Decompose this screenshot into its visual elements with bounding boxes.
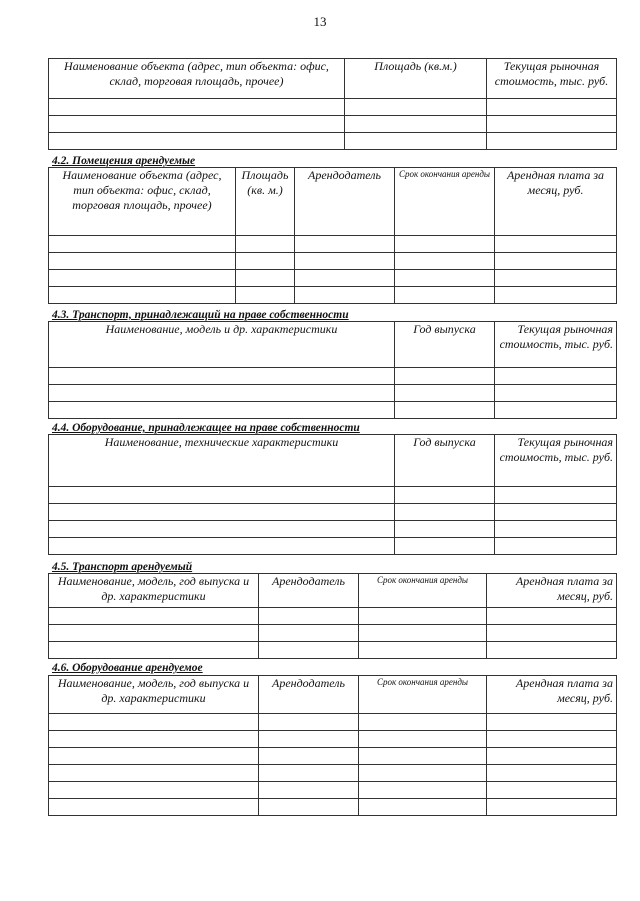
header-market-value: Текущая рыночная стоимость, тыс. руб. (487, 59, 617, 99)
header-lease-end: Срок окончания аренды (359, 574, 487, 608)
header-rent: Арендная плата за месяц, руб. (487, 574, 617, 608)
header-lease-end: Срок окончания аренды (395, 168, 495, 236)
table-header-row (49, 676, 617, 714)
header-year: Год выпуска (395, 322, 495, 368)
header-name-specs: Наименование, технические характеристики (49, 435, 395, 487)
table-row (49, 748, 617, 765)
table-row (49, 521, 617, 538)
table-row (49, 368, 617, 385)
header-name-model: Наименование, модель, год выпуска и др. характеристики (49, 676, 259, 714)
table-header-row (49, 574, 617, 608)
header-lessor: Арендодатель (295, 168, 395, 236)
owned-equipment-table (48, 434, 617, 555)
header-rent: Арендная плата за месяц, руб. (495, 168, 617, 236)
top-property-table (48, 58, 617, 150)
header-object-name: Наименование объекта (адрес, тип объекта: офис, склад, торговая площадь, прочее) (49, 168, 236, 236)
table-header-row (49, 435, 617, 487)
header-lessor: Арендодатель (259, 574, 359, 608)
section-title-4-5: 4.5. Транспорт арендуемый (52, 561, 193, 573)
table-row (49, 504, 617, 521)
table-row (49, 402, 617, 419)
header-name-model: Наименование, модель, год выпуска и др. характеристики (49, 574, 259, 608)
header-name-model: Наименование, модель и др. характеристики (49, 322, 395, 368)
table-header-row (49, 322, 617, 368)
page-number: 13 (313, 14, 327, 29)
table-row (49, 99, 617, 116)
header-market-value: Текущая рыночная стоимость, тыс. руб. (495, 322, 617, 368)
section-title-4-3: 4.3. Транспорт, принадлежащий на праве собственности (52, 309, 349, 321)
table-row (49, 731, 617, 748)
table-row (49, 625, 617, 642)
table-row (49, 799, 617, 816)
rented-transport-table (48, 573, 617, 659)
header-rent: Арендная плата за месяц, руб. (487, 676, 617, 714)
table-row (49, 765, 617, 782)
section-title-4-2: 4.2. Помещения арендуемые (52, 155, 196, 167)
section-title-4-4: 4.4. Оборудование, принадлежащее на праве собственности (52, 422, 360, 434)
table-row (49, 133, 617, 150)
header-year: Год выпуска (395, 435, 495, 487)
table-row (49, 782, 617, 799)
table-row (49, 538, 617, 555)
table-header-row (49, 168, 617, 236)
rented-equipment-table (48, 675, 617, 816)
table-row (49, 116, 617, 133)
table-row (49, 608, 617, 625)
table-row (49, 642, 617, 659)
header-lessor: Арендодатель (259, 676, 359, 714)
header-object-name: Наименование объекта (адрес, тип объекта: офис, склад, торговая площадь, прочее) (49, 59, 345, 99)
table-row (49, 270, 617, 287)
rented-premises-table (48, 167, 617, 304)
owned-transport-table (48, 321, 617, 419)
table-row (49, 487, 617, 504)
table-row (49, 236, 617, 253)
section-title-4-6: 4.6. Оборудование арендуемое (52, 662, 203, 674)
header-lease-end: Срок окончания аренды (359, 676, 487, 714)
table-row (49, 714, 617, 731)
header-area: Площадь (кв.м.) (345, 59, 487, 99)
table-row (49, 287, 617, 304)
header-area: Площадь (кв. м.) (236, 168, 295, 236)
table-row (49, 253, 617, 270)
table-header-row (49, 59, 617, 99)
table-row (49, 385, 617, 402)
header-market-value: Текущая рыночная стоимость, тыс. руб. (495, 435, 617, 487)
